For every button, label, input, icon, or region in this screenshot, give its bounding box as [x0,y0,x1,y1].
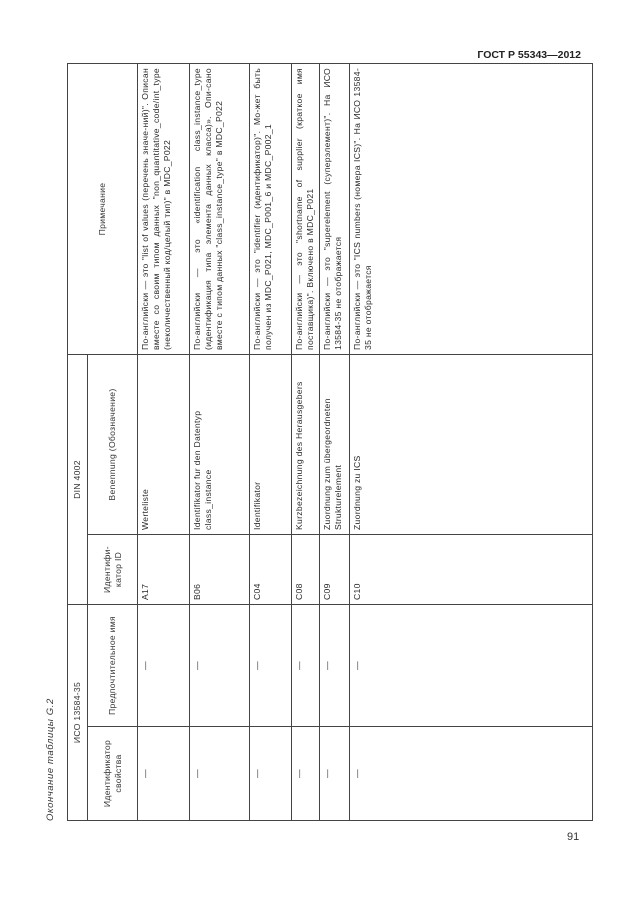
din-group-header: DIN 4002 [68,355,88,605]
note-cell: По-английски — это «identification class_instance_type (идентификация типа элемента данных класса)». Опи-сано вместе с типом данных "class_instance_type" в MDC_P022 [190,64,250,355]
din-id-cell: B06 [190,535,250,605]
table-row [350,64,593,821]
din-id-header: Идентифи-катор ID [88,535,138,605]
property-id-cell: — [138,727,190,821]
note-cell: По-английски — это "ICS numbers (номера ICS)". На ИСО 13584-35 не отображается [350,64,593,355]
note-cell: По-английски — это "list of values (перечень значе-ний)". Описан вместе со своим типом данных "non_quantitative_code/int_type (неколичественный код/целый тип)" в MDC_P022 [138,64,190,355]
table-row [320,64,350,821]
standard-code: ГОСТ Р 55343—2012 [477,49,581,61]
preferred-name-cell: — [250,605,292,727]
din-name-cell: Zuordnung zu ICS [350,355,593,535]
preferred-name-cell: — [350,605,593,727]
note-header: Примечание [68,64,138,355]
page-number: 91 [567,831,580,843]
property-id-cell: — [190,727,250,821]
din-name-cell: Identifikator [250,355,292,535]
din-name-cell: Zuordnung zum übergeordneten Strukturelement [320,355,350,535]
iso-group-header: ИСО 13584-35 [68,605,88,821]
preferred-name-cell: — [190,605,250,727]
property-id-cell: — [250,727,292,821]
note-cell: По-английски — это "superelement (суперэлемент)". На ИСО 13584-35 не отображается [320,64,350,355]
din-name-header: Benennung (Обозначение) [88,355,138,535]
preferred-name-cell: — [320,605,350,727]
table-row [250,64,292,821]
din-id-cell: C09 [320,535,350,605]
din-name-cell: Werteliste [138,355,190,535]
property-id-header: Идентификатор свойства [88,727,138,821]
din-id-cell: C08 [292,535,320,605]
din-name-cell: Identifikator fur den Datentyp class_instance [190,355,250,535]
note-cell: По-английски — это "shortname of supplier (краткое имя поставщика)". Включено в MDC_P021 [292,64,320,355]
rotated-content [40,64,580,821]
note-cell: По-английски — это "identifier (идентификатор)". Мо-жет быть получен из MDC_P021, MDC_P001_6 и MDC_P002_1 [250,64,292,355]
preferred-name-header: Предпочтительное имя [88,605,138,727]
property-id-cell: — [320,727,350,821]
table-caption: Окончание таблицы G.2 [45,698,56,821]
preferred-name-cell: — [138,605,190,727]
din-name-cell: Kurzbezeichnung des Herausgebers [292,355,320,535]
din-id-cell: C10 [350,535,593,605]
din-id-cell: A17 [138,535,190,605]
property-id-cell: — [350,727,593,821]
table-row [190,64,250,821]
table-row [138,64,190,821]
table-row [292,64,320,821]
group-header-row [68,64,88,821]
din-id-cell: C04 [250,535,292,605]
mapping-table [67,63,593,821]
preferred-name-cell: — [292,605,320,727]
property-id-cell: — [292,727,320,821]
